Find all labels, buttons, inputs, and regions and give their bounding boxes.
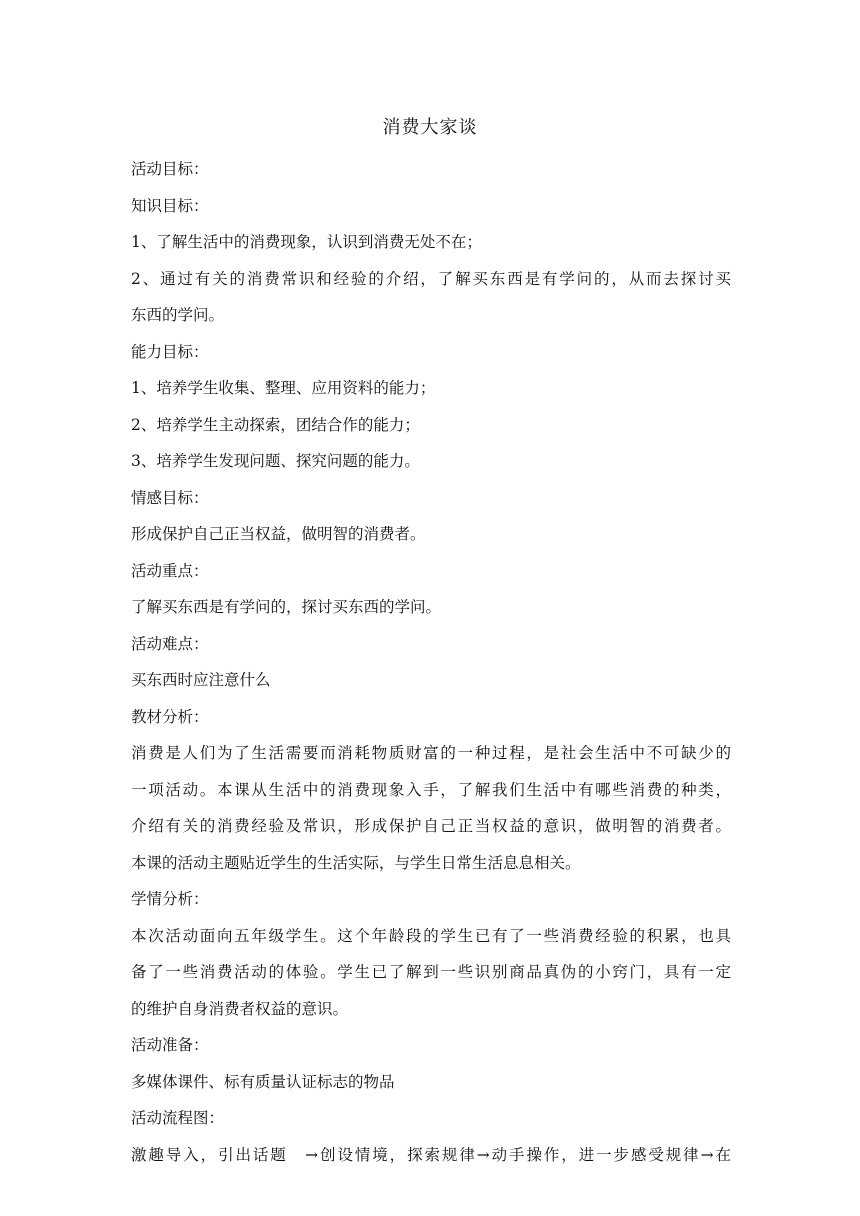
ability-goal-2: 2、培养学生主动探索，团结合作的能力； — [131, 415, 420, 434]
knowledge-goal-1: 1、了解生活中的消费现象，认识到消费无处不在； — [131, 233, 482, 251]
heading-student-analysis: 学情分析： — [131, 890, 209, 908]
document-body — [131, 151, 731, 1173]
knowledge-goal-2-line-1: 2、通过有关的消费常识和经验的介绍，了解买东西是有学问的，从而去探讨买 — [131, 269, 731, 288]
heading-difficulties: 活动难点： — [131, 634, 209, 653]
document-title: 消费大家谈 — [382, 117, 478, 138]
ability-goal-1: 1、培养学生收集、整理、应用资料的能力； — [131, 379, 436, 397]
key-points-text: 了解买东西是有学问的，探讨买东西的学问。 — [131, 598, 442, 616]
heading-flowchart: 活动流程图： — [131, 1109, 225, 1127]
heading-preparation: 活动准备： — [131, 1036, 209, 1054]
heading-material-analysis: 教材分析： — [131, 707, 209, 726]
ability-goal-3: 3、培养学生发现问题、探究问题的能力。 — [131, 452, 420, 470]
heading-knowledge-goals: 知识目标： — [131, 196, 209, 215]
material-analysis-line-3: 介绍有关的消费经验及常识，形成保护自己正当权益的意识，做明智的消费者。 — [131, 817, 731, 835]
knowledge-goal-2-line-2: 东西的学问。 — [131, 306, 225, 324]
material-analysis-line-2: 一项活动。本课从生活中的消费现象入手，了解我们生活中有哪些消费的种类， — [131, 780, 731, 799]
heading-activity-goals: 活动目标： — [131, 160, 209, 178]
student-analysis-line-2: 备了一些消费活动的体验。学生已了解到一些识别商品真伪的小窍门，具有一定 — [131, 963, 731, 981]
material-analysis-line-4: 本课的活动主题贴近学生的生活实际，与学生日常生活息息相关。 — [131, 853, 581, 872]
preparation-text: 多媒体课件、标有质量认证标志的物品 — [131, 1072, 395, 1091]
difficulties-text: 买东西时应注意什么 — [131, 671, 271, 689]
heading-ability-goals: 能力目标： — [131, 342, 209, 361]
flowchart-text: 激趣导入，引出话题 →创设情境，探索规律→动手操作，进一步感受规律→在 — [131, 1145, 731, 1164]
heading-emotion-goals: 情感目标： — [131, 488, 209, 507]
material-analysis-line-1: 消费是人们为了生活需要而消耗物质财富的一种过程，是社会生活中不可缺少的 — [131, 744, 731, 762]
student-analysis-line-3: 的维护自身消费者权益的意识。 — [131, 999, 349, 1018]
emotion-goal-text: 形成保护自己正当权益，做明智的消费者。 — [131, 525, 426, 543]
student-analysis-line-1: 本次活动面向五年级学生。这个年龄段的学生已有了一些消费经验的积累，也具 — [131, 926, 731, 945]
heading-key-points: 活动重点： — [131, 561, 209, 580]
